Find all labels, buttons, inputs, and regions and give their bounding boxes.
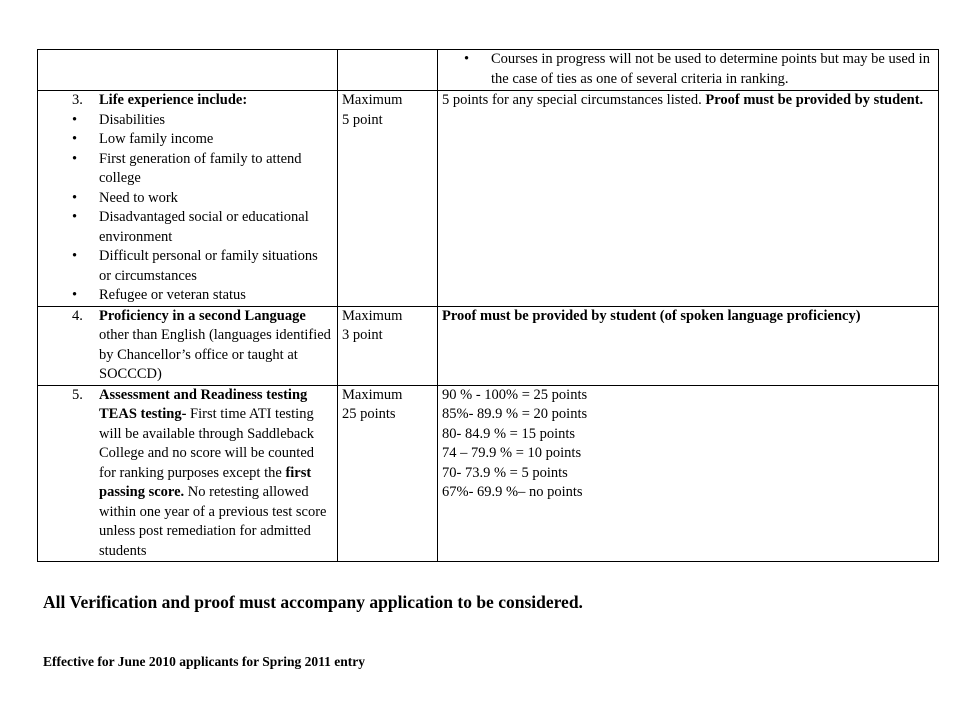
bullet-icon <box>42 150 99 189</box>
criterion-title: Assessment and Readiness testing TEAS testing- <box>99 386 308 422</box>
maximum-label: Maximum <box>342 92 403 108</box>
bullet-icon <box>442 50 491 89</box>
criterion-detail-2: No retesting allowed within one year of a previous test score unless post remediation for admitted students <box>99 484 327 559</box>
table-row-second-language <box>38 306 939 385</box>
empty-cell <box>338 50 438 91</box>
bullet-icon <box>42 130 99 150</box>
points-line: 74 – 79.9 % = 10 points <box>442 445 582 461</box>
empty-cell <box>38 50 338 91</box>
criterion-body <box>99 386 333 562</box>
criteria-table <box>37 49 939 562</box>
list-item <box>42 111 333 131</box>
points-line: 90 % - 100% = 25 points <box>442 386 588 403</box>
criterion-cell <box>38 385 338 562</box>
description-cell <box>438 306 939 385</box>
criterion-number: 4. <box>72 307 83 324</box>
criterion-number: 3. <box>72 92 83 108</box>
list-item-text: Low family income <box>99 131 214 147</box>
maximum-value: 5 point <box>342 111 383 128</box>
table-row-assessment <box>38 385 939 562</box>
list-item-text: Difficult personal or family situations or circumstances <box>99 248 318 284</box>
courses-note-cell <box>438 50 939 91</box>
table-row-courses-note <box>38 50 939 91</box>
maximum-label: Maximum <box>342 386 403 403</box>
points-line: 80- 84.9 % = 15 points <box>442 425 576 442</box>
criterion-title: Proficiency in a second Language <box>99 307 306 324</box>
points-line: 67%- 69.9 %– no points <box>442 484 583 500</box>
list-item-text: Need to work <box>99 189 178 206</box>
criterion-emphasis: first passing score. <box>99 464 312 500</box>
list-item-text: Disadvantaged social or educational environment <box>99 209 309 245</box>
list-item <box>42 189 333 209</box>
criterion-cell <box>38 91 338 307</box>
maximum-cell <box>338 306 438 385</box>
maximum-value: 3 point <box>342 327 383 343</box>
maximum-cell <box>338 385 438 562</box>
description-text: 5 points for any special circumstances listed. <box>442 92 702 108</box>
criterion-heading <box>42 386 333 562</box>
list-item <box>42 286 333 306</box>
list-item <box>42 247 333 286</box>
criterion-heading <box>42 307 333 327</box>
maximum-value: 25 points <box>342 406 396 422</box>
courses-note-list <box>442 50 934 89</box>
criterion-cell <box>38 306 338 385</box>
points-line: 70- 73.9 % = 5 points <box>442 464 568 481</box>
points-scale-cell <box>438 385 939 562</box>
list-item <box>42 150 333 189</box>
points-line: 85%- 89.9 % = 20 points <box>442 406 588 422</box>
criterion-detail: First time ATI testing will be available through Saddleback College and no score will be counted for ranking purposes except the <box>99 406 315 481</box>
proof-required-text: Proof must be provided by student (of spoken language proficiency) <box>442 307 861 324</box>
description-cell <box>438 91 939 307</box>
list-item-text: First generation of family to attend college <box>99 150 302 186</box>
life-experience-list <box>42 111 333 306</box>
effective-date-note: Effective for June 2010 applicants for Spring 2011 entry <box>43 654 365 669</box>
criterion-detail: other than English (languages identified by Chancellor’s office or taught at SOCCCD) <box>99 327 331 382</box>
bullet-icon <box>42 189 99 209</box>
list-item <box>42 130 333 150</box>
criterion-title: Life experience include: <box>99 92 248 108</box>
maximum-cell <box>338 91 438 307</box>
maximum-label: Maximum <box>342 307 403 324</box>
courses-note-text: Courses in progress will not be used to determine points but may be used in the case of ties as one of several criteria in ranking. <box>491 51 930 87</box>
list-item-text: Disabilities <box>99 111 166 128</box>
bullet-icon <box>42 286 99 306</box>
criterion-number: 5. <box>72 386 83 403</box>
bullet-icon <box>42 208 99 247</box>
list-item <box>442 50 934 89</box>
list-item-text: Refugee or veteran status <box>99 287 246 303</box>
criterion-heading <box>42 91 333 111</box>
verification-note: All Verification and proof must accompany application to be considered. <box>43 592 583 612</box>
proof-required-text: Proof must be provided by student. <box>705 92 924 108</box>
table-row-life-experience <box>38 91 939 307</box>
bullet-icon <box>42 111 99 131</box>
bullet-icon <box>42 247 99 286</box>
list-item <box>42 208 333 247</box>
